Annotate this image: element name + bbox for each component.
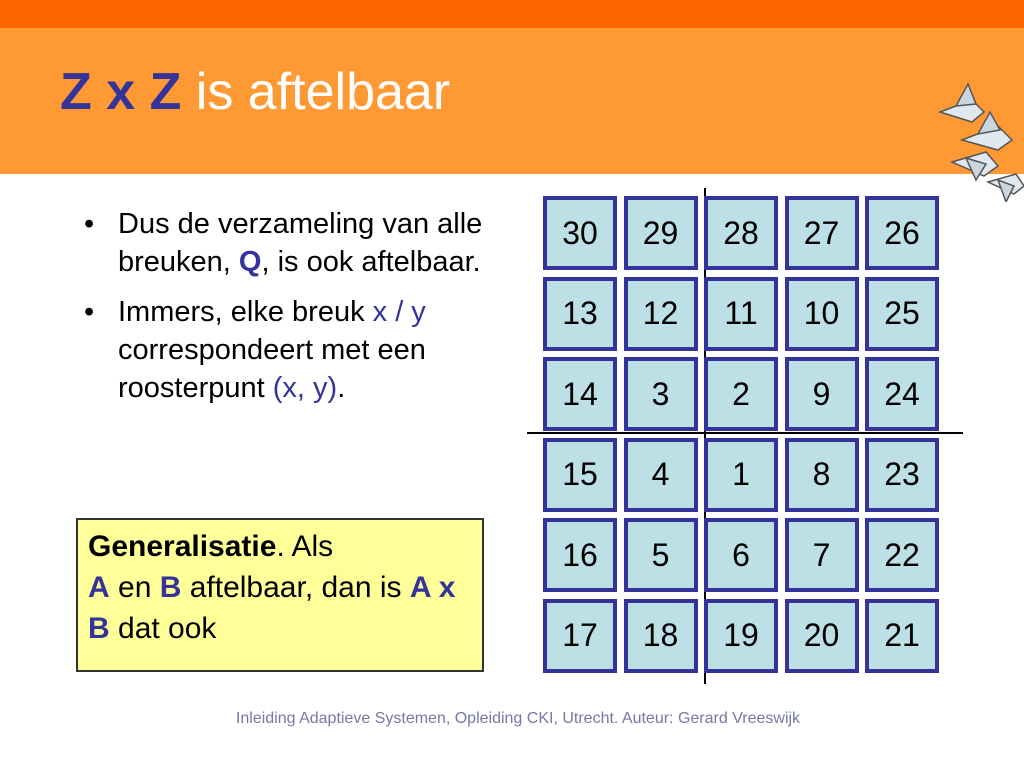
grid-cell: 28	[704, 196, 778, 270]
bullet-text: Dus de verzameling van alle breuken,	[118, 208, 483, 278]
set-a-symbol: A	[88, 571, 110, 604]
bullet-text: , is ook aftelbaar.	[261, 246, 481, 278]
grid-cell: 22	[865, 518, 939, 592]
grid-cell: 29	[624, 196, 698, 270]
grid-cell: 9	[785, 357, 859, 431]
generalisation-text: . Als	[276, 530, 334, 563]
grid-cell: 23	[865, 438, 939, 512]
generalisation-text: dat ook	[109, 612, 217, 645]
title-highlight: Z x Z	[60, 63, 182, 121]
grid-cell: 12	[624, 277, 698, 351]
grid-cell: 6	[704, 518, 778, 592]
top-accent-bar	[0, 0, 1024, 28]
grid-cell: 13	[543, 277, 617, 351]
grid-cell: 3	[624, 357, 698, 431]
grid-cell: 14	[543, 357, 617, 431]
grid-cell: 21	[865, 599, 939, 673]
generalisation-box	[76, 518, 484, 672]
fraction-expression: x / y	[372, 296, 426, 328]
bullet-text: Immers, elke breuk	[118, 296, 373, 328]
grid-cell: 30	[543, 196, 617, 270]
enumeration-grid	[527, 188, 965, 684]
grid-cell: 8	[785, 438, 859, 512]
grid-cell: 15	[543, 438, 617, 512]
generalisation-text: aftelbaar, dan is	[181, 571, 410, 604]
grid-cell: 5	[624, 518, 698, 592]
bullet-list	[84, 205, 494, 419]
grid-cell: 25	[865, 277, 939, 351]
grid-cell: 27	[785, 196, 859, 270]
grid-cell: 2	[704, 357, 778, 431]
bullet-text: correspondeert met een roosterpunt	[118, 334, 426, 404]
grid-cell: 11	[704, 277, 778, 351]
grid-cell: 18	[624, 599, 698, 673]
grid-cell: 4	[624, 438, 698, 512]
bullet-item-fraction-correspondence	[84, 293, 494, 407]
grid-cell: 17	[543, 599, 617, 673]
slide-title	[60, 62, 450, 122]
product-set-symbol: A x B	[88, 571, 456, 645]
generalisation-text: en	[109, 571, 160, 604]
grid-cell: 1	[704, 438, 778, 512]
grid-cell: 16	[543, 518, 617, 592]
bullet-marker: •	[84, 296, 95, 328]
grid-cell: 10	[785, 277, 859, 351]
bullet-item-fractions	[84, 205, 494, 281]
generalisation-label: Generalisatie	[88, 530, 277, 563]
grid-cell: 7	[785, 518, 859, 592]
set-b-symbol: B	[159, 571, 182, 604]
bullet-text: .	[337, 372, 346, 404]
bullet-marker: •	[84, 208, 95, 240]
flying-fish-logo-icon	[932, 82, 1024, 202]
grid-cell: 24	[865, 357, 939, 431]
title-rest: is aftelbaar	[181, 63, 451, 121]
slide-footer: Inleiding Adaptieve Systemen, Opleiding CKI, Utrecht. Auteur: Gerard Vreeswijk	[235, 710, 801, 727]
grid-cell: 20	[785, 599, 859, 673]
grid-cell: 19	[704, 599, 778, 673]
set-q-symbol: Q	[238, 246, 262, 278]
lattice-point-expression: (x, y)	[272, 372, 338, 404]
x-axis-line	[527, 432, 963, 434]
grid-cell: 26	[865, 196, 939, 270]
